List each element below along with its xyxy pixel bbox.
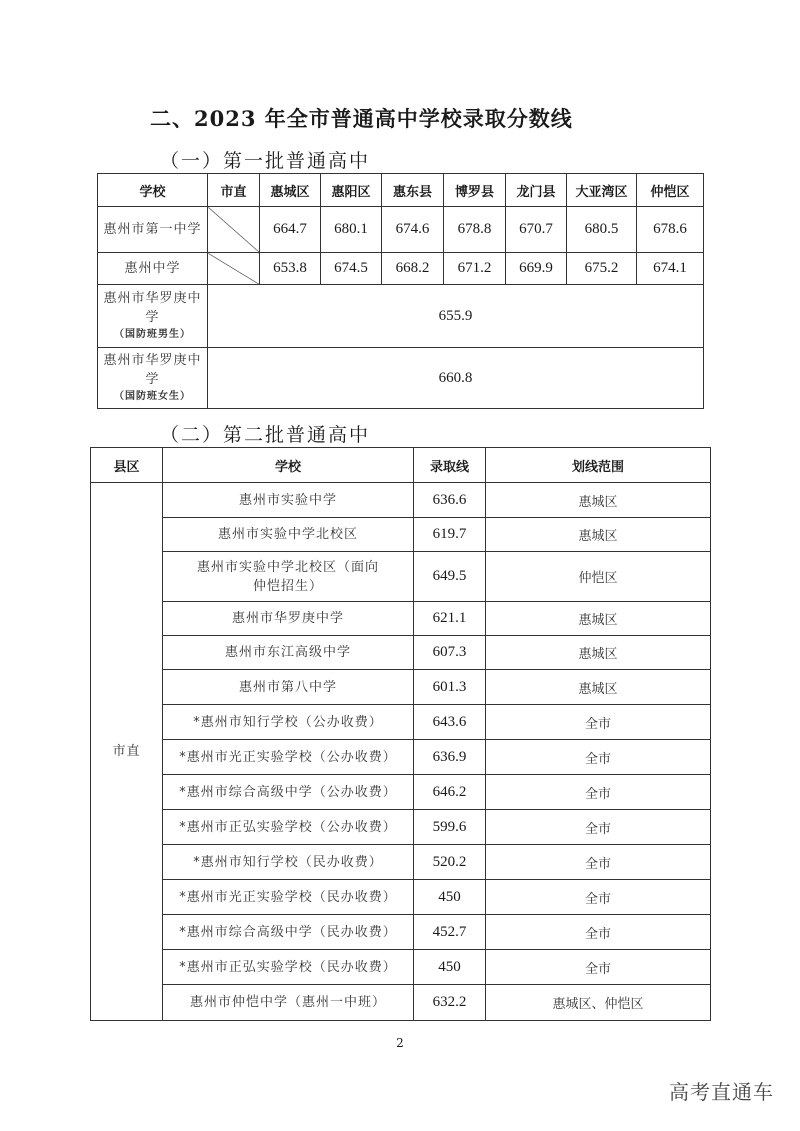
table-row (91, 740, 711, 775)
score-cell: 636.6 (414, 483, 486, 518)
range-cell: 全市 (486, 810, 711, 845)
score-cell: 643.6 (414, 705, 486, 740)
range-cell: 全市 (486, 740, 711, 775)
score-cell: 607.3 (414, 636, 486, 670)
school-name: *惠州市光正实验学校（民办收费） (163, 880, 414, 915)
score-cell: 678.8 (444, 207, 506, 253)
batch2-header-row (91, 448, 711, 483)
page-number: 2 (396, 1036, 404, 1050)
score-cell: 601.3 (414, 670, 486, 705)
score-cell: 671.2 (444, 253, 506, 285)
table-row (91, 950, 711, 985)
class-note: （国防班男生） (114, 329, 191, 340)
range-cell: 全市 (486, 915, 711, 950)
table-row (91, 670, 711, 705)
header-cell: 仲恺区 (637, 174, 704, 207)
score-cell: 674.6 (382, 207, 444, 253)
header-cell: 龙门县 (506, 174, 567, 207)
range-cell: 惠城区、仲恺区 (486, 985, 711, 1021)
watermark: 高考直通车 (669, 1080, 774, 1104)
score-cell: 680.1 (321, 207, 382, 253)
score-cell: 520.2 (414, 845, 486, 880)
score-cell: 668.2 (382, 253, 444, 285)
header-cell: 惠阳区 (321, 174, 382, 207)
header-cell: 划线范围 (486, 448, 711, 483)
table-row (98, 207, 704, 253)
score-cell: 655.9 (208, 285, 704, 348)
range-cell: 惠城区 (486, 670, 711, 705)
table-row (91, 636, 711, 670)
school-name: 惠州市第八中学 (163, 670, 414, 705)
header-cell: 惠城区 (260, 174, 321, 207)
school-name: 惠州中学 (98, 253, 208, 285)
school-name: *惠州市知行学校（民办收费） (163, 845, 414, 880)
score-cell: 664.7 (260, 207, 321, 253)
score-cell: 670.7 (506, 207, 567, 253)
range-cell: 全市 (486, 775, 711, 810)
table-row (91, 880, 711, 915)
score-cell: 452.7 (414, 915, 486, 950)
table-row (91, 775, 711, 810)
score-cell: 680.5 (567, 207, 637, 253)
header-cell: 惠东县 (382, 174, 444, 207)
school-name: *惠州市正弘实验学校（民办收费） (163, 950, 414, 985)
table-row (91, 810, 711, 845)
section-heading: 二、2023 年全市普通高中学校录取分数线 (150, 106, 573, 131)
school-name (98, 348, 208, 409)
score-cell: 678.6 (637, 207, 704, 253)
school-name: 惠州市实验中学北校区（面向仲恺招生） (163, 552, 414, 602)
score-cell: 660.8 (208, 348, 704, 409)
table-row (91, 915, 711, 950)
score-cell: 649.5 (414, 552, 486, 602)
school-name-text: 惠州市华罗庚中学 (103, 291, 202, 325)
header-cell: 县区 (91, 448, 163, 483)
diagonal-cell (208, 207, 260, 253)
school-name: *惠州市综合高级中学（公办收费） (163, 775, 414, 810)
range-cell: 全市 (486, 880, 711, 915)
score-cell: 653.8 (260, 253, 321, 285)
score-cell: 450 (414, 880, 486, 915)
school-name: 惠州市华罗庚中学 (163, 602, 414, 636)
diagonal-cell (208, 253, 260, 285)
score-cell: 599.6 (414, 810, 486, 845)
score-cell: 675.2 (567, 253, 637, 285)
school-name: *惠州市正弘实验学校（公办收费） (163, 810, 414, 845)
range-cell: 全市 (486, 950, 711, 985)
range-cell: 仲恺区 (486, 552, 711, 602)
range-cell: 惠城区 (486, 518, 711, 552)
school-name: *惠州市光正实验学校（公办收费） (163, 740, 414, 775)
batch2-table (90, 447, 711, 1021)
score-cell: 619.7 (414, 518, 486, 552)
school-name: 惠州市第一中学 (98, 207, 208, 253)
table-row (91, 602, 711, 636)
batch1-table (97, 173, 704, 409)
school-name: *惠州市知行学校（公办收费） (163, 705, 414, 740)
range-cell: 全市 (486, 705, 711, 740)
class-note: （国防班女生） (114, 391, 191, 402)
school-name-text: 惠州市华罗庚中学 (103, 353, 202, 387)
table-row (98, 253, 704, 285)
table-row (98, 348, 704, 409)
school-name: 惠州市实验中学 (163, 483, 414, 518)
range-cell: 惠城区 (486, 483, 711, 518)
range-cell: 惠城区 (486, 602, 711, 636)
header-cell: 学校 (163, 448, 414, 483)
header-cell: 学校 (98, 174, 208, 207)
batch1-header-row (98, 174, 704, 207)
table-row (91, 985, 711, 1021)
batch1-title: （一）第一批普通高中 (160, 150, 371, 172)
range-cell: 全市 (486, 845, 711, 880)
header-cell: 博罗县 (444, 174, 506, 207)
score-cell: 621.1 (414, 602, 486, 636)
score-cell: 450 (414, 950, 486, 985)
school-name: 惠州市实验中学北校区 (163, 518, 414, 552)
school-name: 惠州市仲恺中学（惠州一中班） (163, 985, 414, 1021)
school-name (98, 285, 208, 348)
score-cell: 632.2 (414, 985, 486, 1021)
district-cell: 市直 (91, 483, 163, 1021)
range-cell: 惠城区 (486, 636, 711, 670)
school-name: 惠州市东江高级中学 (163, 636, 414, 670)
table-row (91, 705, 711, 740)
table-row (91, 845, 711, 880)
table-row (98, 285, 704, 348)
score-cell: 674.5 (321, 253, 382, 285)
table-row (91, 552, 711, 602)
school-name: *惠州市综合高级中学（民办收费） (163, 915, 414, 950)
batch2-title: （二）第二批普通高中 (160, 424, 371, 446)
header-cell: 市直 (208, 174, 260, 207)
score-cell: 636.9 (414, 740, 486, 775)
table-row (91, 518, 711, 552)
score-cell: 669.9 (506, 253, 567, 285)
score-cell: 646.2 (414, 775, 486, 810)
score-cell: 674.1 (637, 253, 704, 285)
header-cell: 录取线 (414, 448, 486, 483)
table-row (91, 483, 711, 518)
header-cell: 大亚湾区 (567, 174, 637, 207)
